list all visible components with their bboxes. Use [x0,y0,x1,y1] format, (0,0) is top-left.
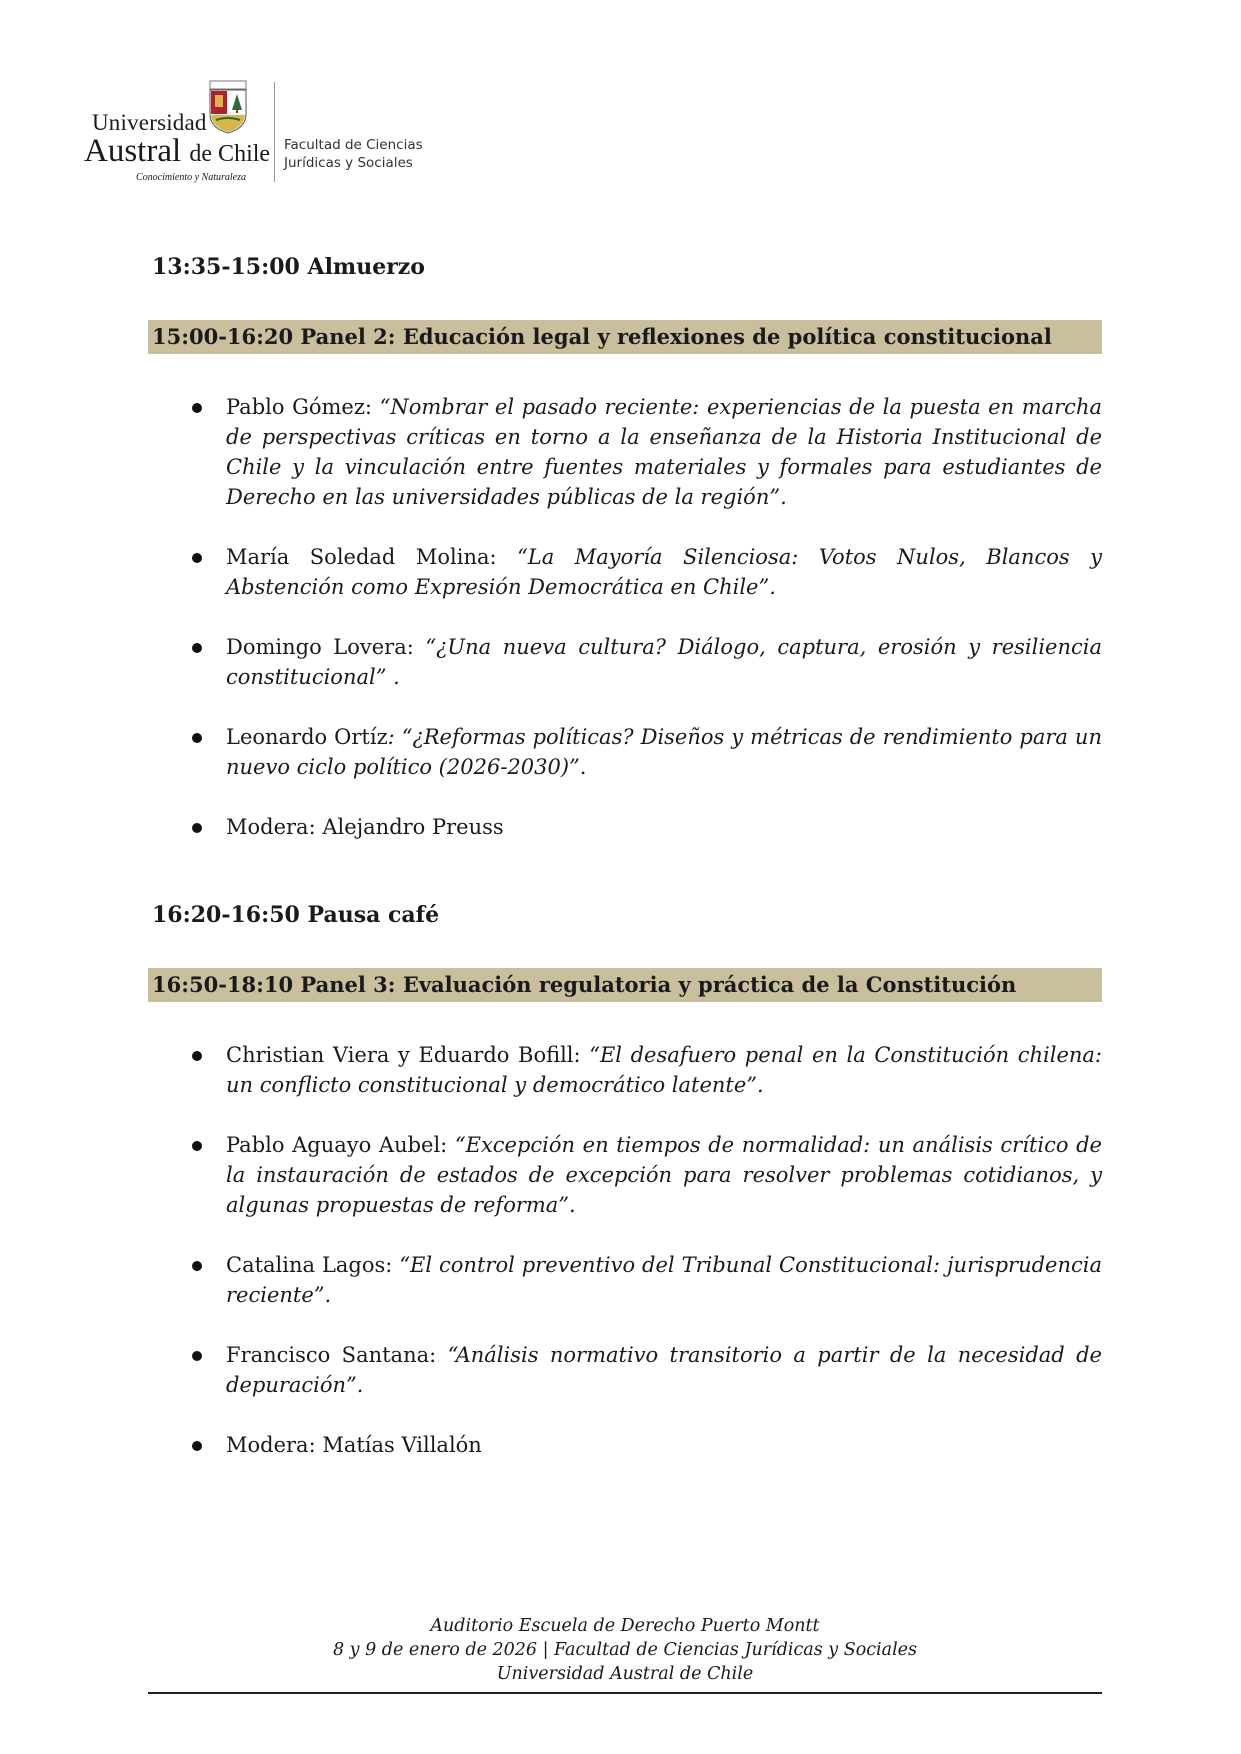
faculty-name-line1: Facultad de Ciencias [284,137,423,153]
panel-3-heading: 16:50-18:10 Panel 3: Evaluación regulatoria y práctica de la Constitución [148,968,1102,1002]
list-item [192,542,1102,602]
moderator-name: Modera: Alejandro Preuss [226,815,504,839]
speaker-name: Christian Viera y Eduardo Bofill: [226,1043,590,1067]
speaker-name: Francisco Santana: [226,1343,448,1367]
list-item [192,1430,1102,1460]
panel-3-list [192,1040,1102,1460]
footer-rule [148,1692,1102,1694]
bullet-icon [192,1261,202,1271]
talk-title: “La Mayoría Silenciosa: Votos Nulos, Blancos y Abstención como Expresión Democrática en Chile”. [226,545,1102,599]
panel-2-heading: 15:00-16:20 Panel 2: Educación legal y reflexiones de política constitucional [148,320,1102,354]
page-footer [148,1614,1102,1686]
university-crest-icon [208,80,248,134]
university-name-austral: Austral [84,133,182,169]
bullet-icon [192,403,202,413]
talk-title: “Análisis normativo transitorio a partir de la necesidad de depuración”. [226,1343,1102,1397]
faculty-name-line2: Jurídicas y Sociales [284,155,413,171]
list-item [192,392,1102,512]
talk-title: “El control preventivo del Tribunal Constitucional: jurisprudencia reciente”. [226,1253,1103,1307]
speaker-name: Domingo Lovera: [226,635,426,659]
university-name-dechile: de Chile [189,141,271,167]
moderator-name: Modera: Matías Villalón [226,1433,482,1457]
schedule-lunch: 13:35-15:00 Almuerzo [152,254,425,280]
speaker-name: María Soledad Molina: [226,545,518,569]
bullet-icon [192,1351,202,1361]
faculty-name [284,136,423,172]
list-item [192,1040,1102,1100]
list-item [192,1130,1102,1220]
footer-dates: 8 y 9 de enero de 2026 | Facultad de Ciencias Jurídicas y Sociales [332,1640,918,1660]
speaker-name: Pablo Gómez: [226,395,380,419]
list-item [192,632,1102,692]
list-item [192,1340,1102,1400]
panel-2-list [192,392,1102,842]
bullet-icon [192,733,202,743]
bullet-icon [192,643,202,653]
university-name-line1: Universidad [92,110,207,135]
footer-university: Universidad Austral de Chile [496,1664,754,1684]
list-item [192,812,1102,842]
talk-title: “Excepción en tiempos de normalidad: un análisis crítico de la instauración de estados de excepción para resolver problemas cotidianos, y algunas propuestas de reforma”. [226,1133,1102,1217]
footer-venue: Auditorio Escuela de Derecho Puerto Montt [430,1616,820,1636]
schedule-coffee-break: 16:20-16:50 Pausa café [152,902,440,928]
university-logo [84,80,284,184]
speaker-name: Leonardo Ortíz [226,725,388,749]
header-divider [274,82,275,182]
university-tagline: Conocimiento y Naturaleza [136,172,246,183]
list-item [192,722,1102,782]
speaker-name: Catalina Lagos: [226,1253,400,1277]
talk-title: “¿Una nueva cultura? Diálogo, captura, erosión y resiliencia constitucional” . [226,635,1103,689]
talk-title: “Nombrar el pasado reciente: experiencias de la puesta en marcha de perspectivas críticas en torno a la enseñanza de la Historia Institucional de Chile y la vinculación entre fuentes materiales y formales para estudiantes de Derecho en las universidades públicas de la región”. [226,395,1102,509]
bullet-icon [192,1141,202,1151]
list-item [192,1250,1102,1310]
university-name-line2 [84,133,270,170]
bullet-icon [192,823,202,833]
talk-title: : “¿Reformas políticas? Diseños y métricas de rendimiento para un nuevo ciclo político (2026-2030)”. [226,725,1102,779]
bullet-icon [192,553,202,563]
bullet-icon [192,1441,202,1451]
bullet-icon [192,1051,202,1061]
talk-title: “El desafuero penal en la Constitución chilena: un conflicto constitucional y democrático latente”. [226,1043,1102,1097]
speaker-name: Pablo Aguayo Aubel: [226,1133,455,1157]
